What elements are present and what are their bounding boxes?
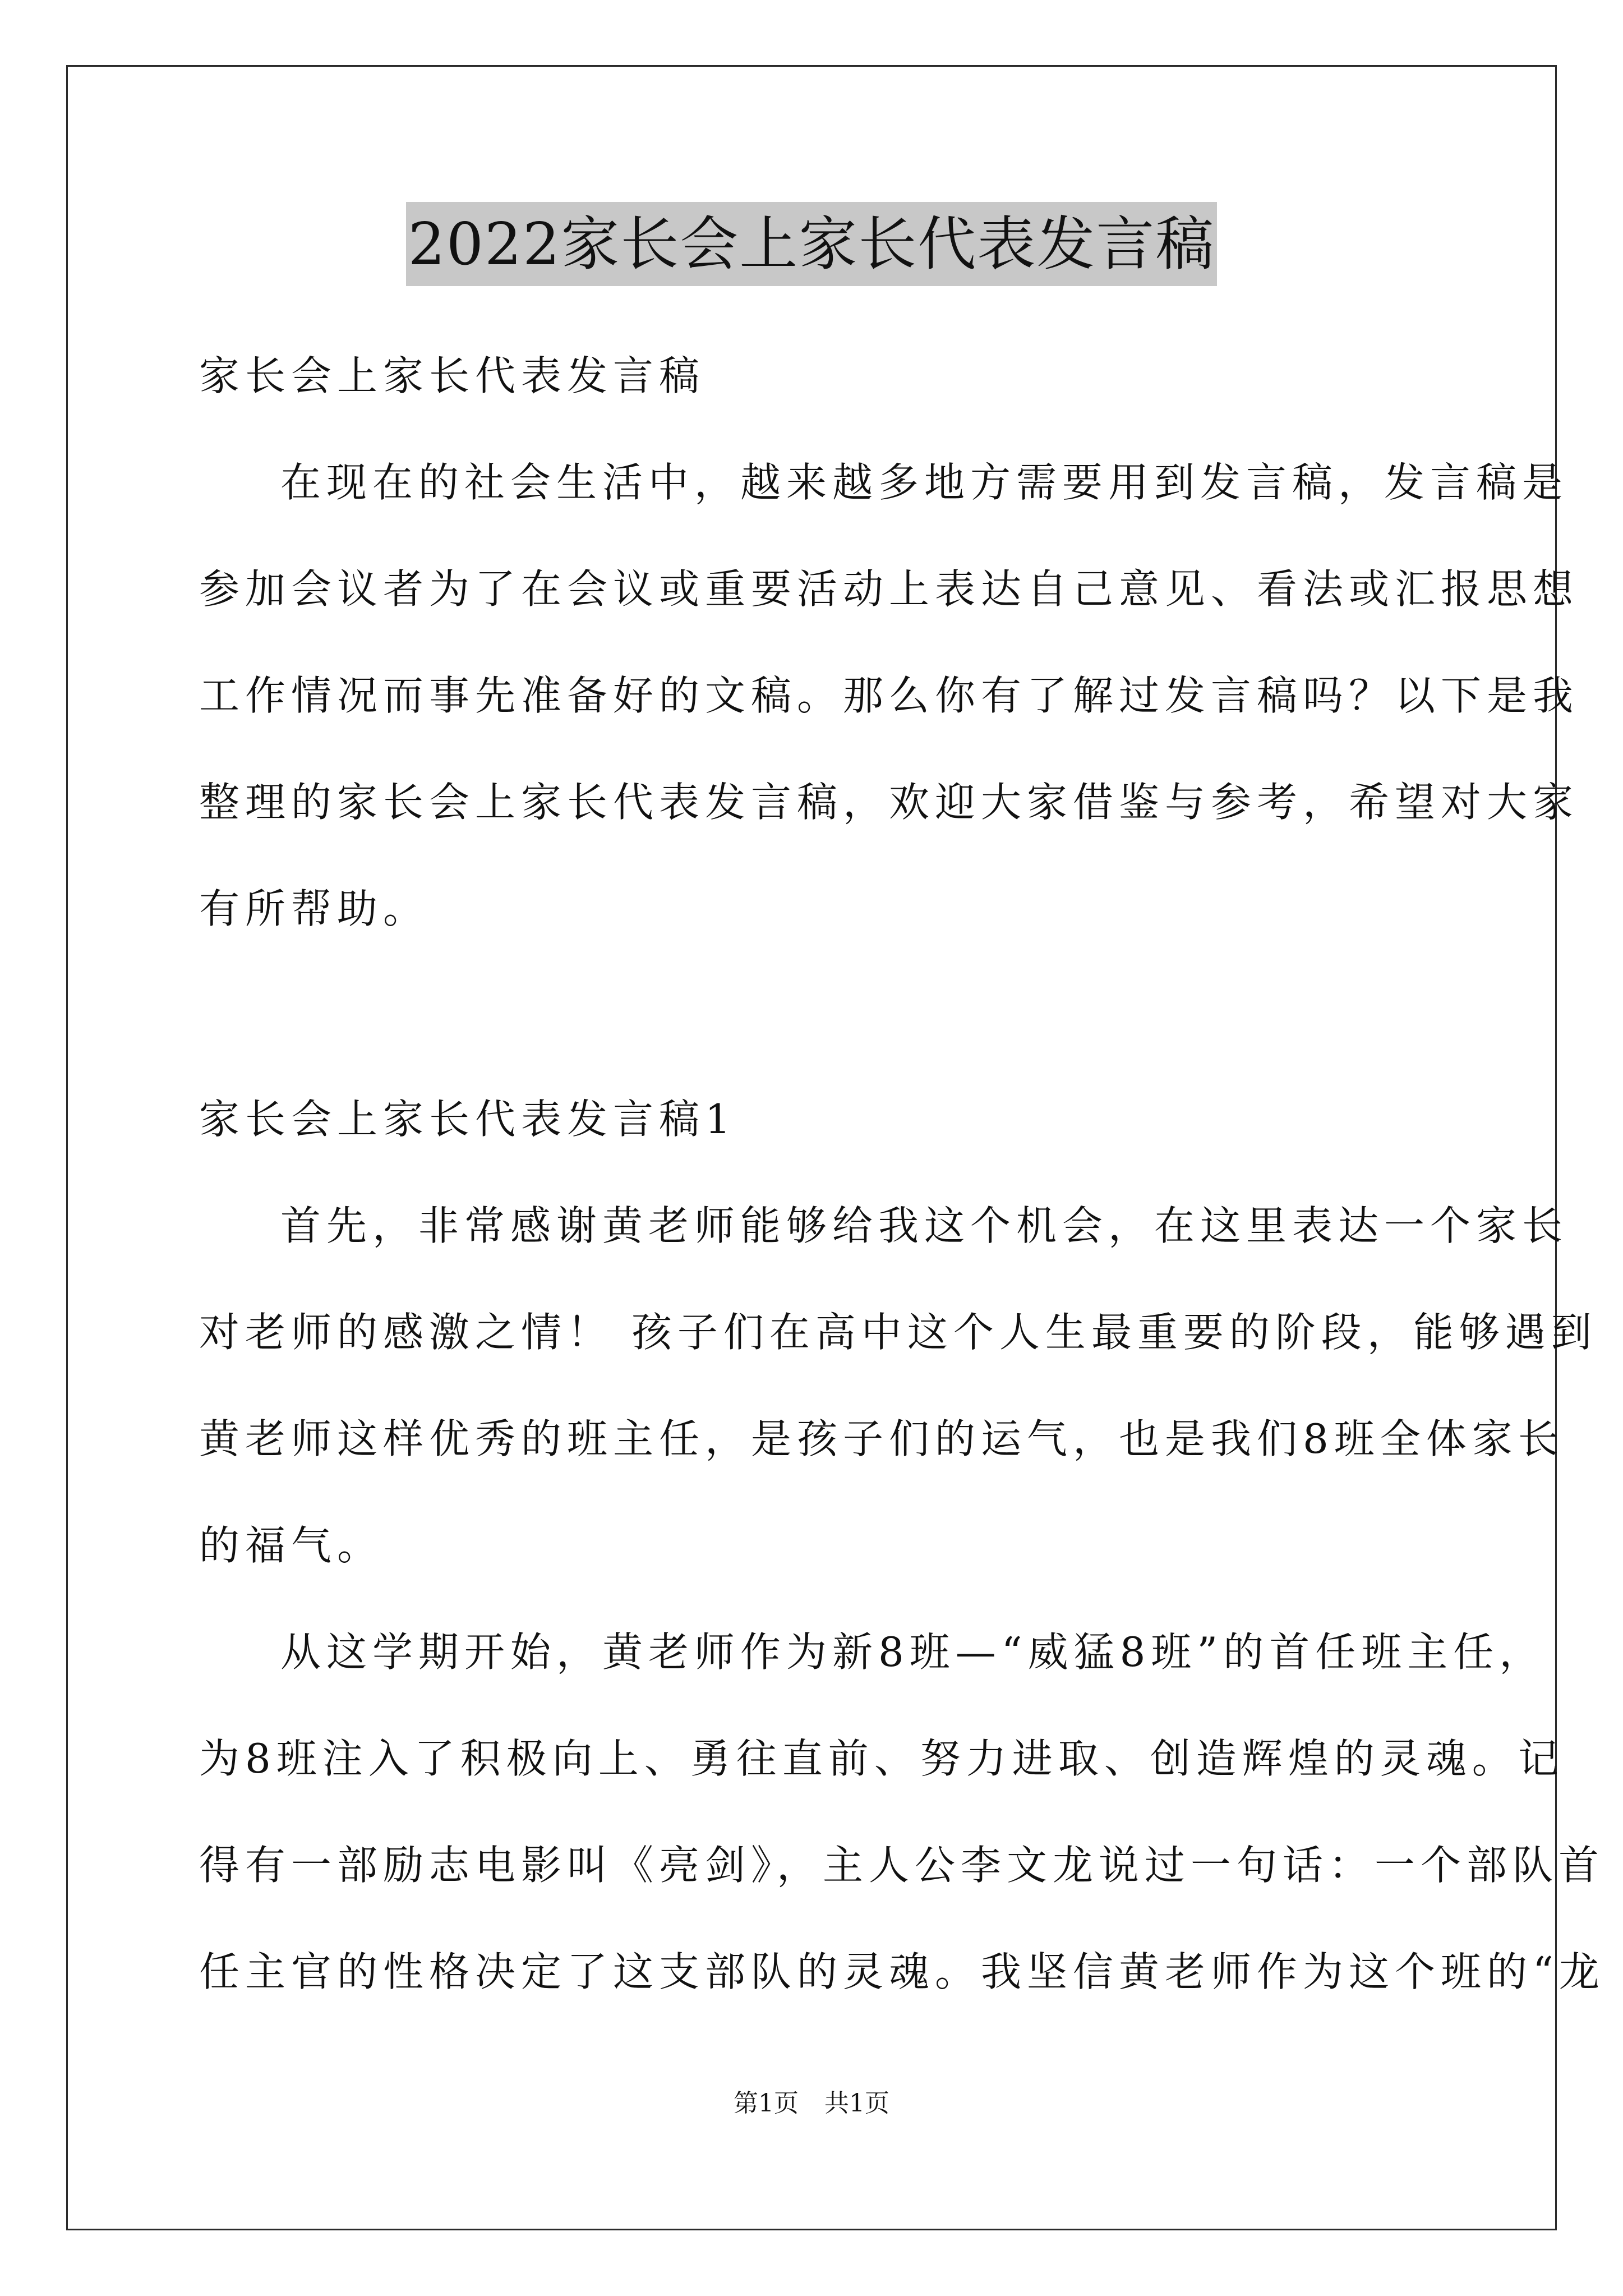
section-heading: 家长会上家长代表发言稿1 <box>199 1096 736 1143</box>
paragraph-line: 首先，非常感谢黄老师能够给我这个机会，在这里表达一个家长 <box>280 1202 1569 1249</box>
paragraph-line: 对老师的感激之情！ 孩子们在高中这个人生最重要的阶段，能够遇到 <box>199 1309 1597 1356</box>
page-footer <box>0 2087 1623 2120</box>
intro-line: 有所帮助。 <box>199 885 430 932</box>
paragraph-line: 黄老师这样优秀的班主任，是孩子们的运气，也是我们8班全体家长 <box>199 1415 1564 1462</box>
paragraph-line: 得有一部励志电影叫《亮剑》，主人公李文龙说过一句话：一个部队首 <box>199 1842 1605 1889</box>
document-title: 2022家长会上家长代表发言稿 <box>406 202 1218 286</box>
title-wrap <box>0 202 1623 286</box>
intro-line: 工作情况而事先准备好的文稿。那么你有了解过发言稿吗？以下是我 <box>199 672 1579 719</box>
subheading: 家长会上家长代表发言稿 <box>199 352 706 399</box>
page-number: 第1页 <box>734 2089 799 2118</box>
paragraph-line: 任主官的性格决定了这支部队的灵魂。我坚信黄老师作为这个班的“龙 <box>199 1948 1605 1995</box>
page-total: 共1页 <box>824 2089 889 2118</box>
paragraph-line: 为8班注入了积极向上、勇往直前、努力进取、创造辉煌的灵魂。记 <box>199 1735 1564 1782</box>
intro-line: 整理的家长会上家长代表发言稿，欢迎大家借鉴与参考，希望对大家 <box>199 779 1579 826</box>
intro-line: 参加会议者为了在会议或重要活动上表达自己意见、看法或汇报思想 <box>199 565 1579 613</box>
paragraph-line: 的福气。 <box>199 1522 384 1569</box>
intro-line: 在现在的社会生活中，越来越多地方需要用到发言稿，发言稿是 <box>280 459 1569 506</box>
paragraph-line: 从这学期开始，黄老师作为新8班—“威猛8班”的首任班主任， <box>280 1628 1546 1676</box>
